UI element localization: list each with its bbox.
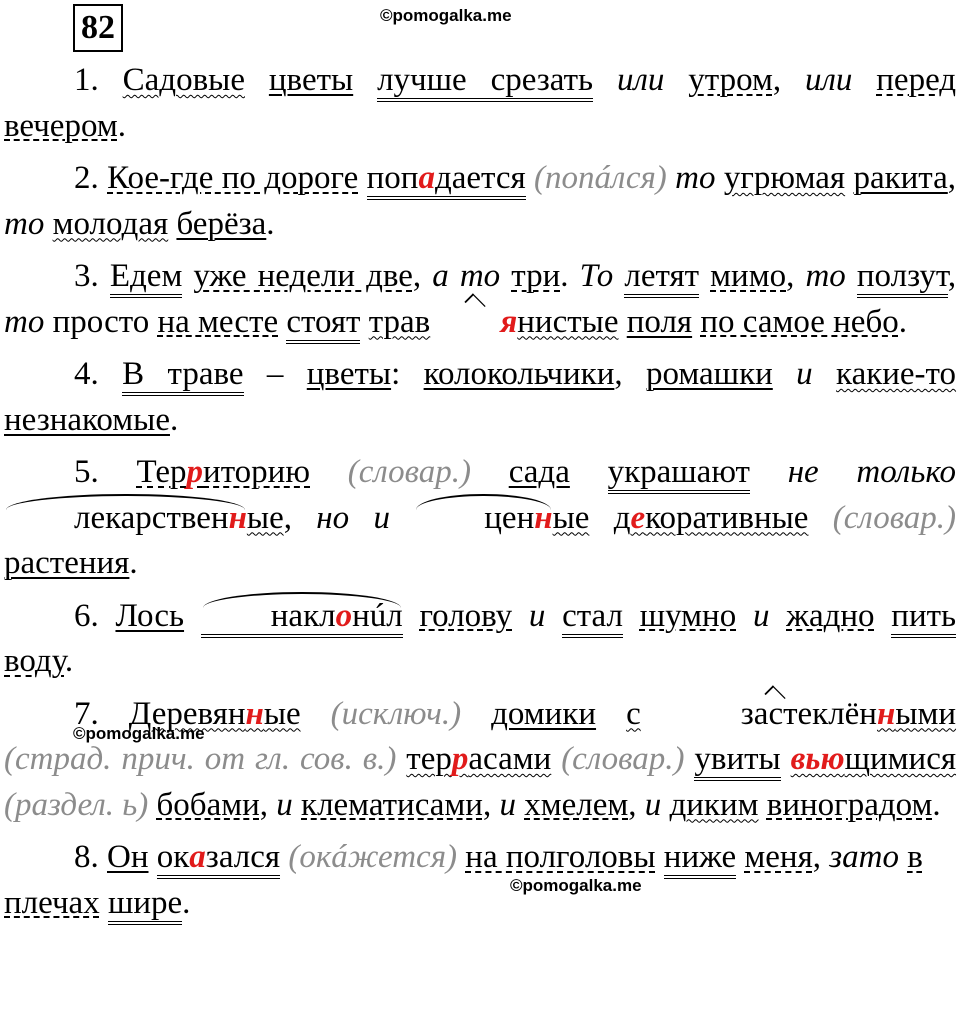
sentence-word: поля	[626, 303, 693, 340]
sentence-word: накл	[270, 597, 336, 634]
sentence-word: :	[391, 356, 401, 392]
sentence-word: ,	[812, 839, 822, 875]
sentence-word: Деревян	[128, 695, 246, 732]
sentence-2	[4, 156, 956, 247]
sentence-word: клематисами	[301, 786, 483, 823]
sentence-word: ,	[482, 786, 492, 823]
sentence-word: но и	[316, 499, 390, 536]
sentence-word: то	[675, 160, 716, 196]
sentence-word: иторию	[203, 454, 310, 490]
sentence-word: дается	[434, 160, 526, 196]
sentence-word: и	[499, 786, 516, 823]
sentence-word: 4.	[74, 356, 99, 392]
sentence-word: угрюмая	[723, 160, 846, 196]
sentence-word: на полголовы	[465, 839, 656, 875]
sentence-word: и	[752, 597, 770, 634]
sentence-word: д	[613, 499, 631, 536]
sentence-word: (словар.)	[832, 499, 957, 536]
sentence-word: ,	[283, 499, 292, 536]
sentence-6	[4, 594, 956, 685]
sentence-word: а то	[432, 258, 501, 294]
sentence-word: ыми	[895, 695, 957, 732]
sentence-word: вечером	[4, 107, 118, 144]
sentence-word: то	[4, 205, 45, 242]
sentence-word: ,	[947, 160, 957, 196]
sentence-word: е	[630, 499, 646, 536]
sentence-word: цен	[484, 499, 535, 536]
sentence-word: или	[616, 62, 665, 98]
sentence-word	[129, 696, 301, 732]
sentence-word: и	[528, 597, 546, 634]
sentence-word	[791, 741, 956, 777]
sentence-word: о	[335, 597, 353, 634]
sentence-word: (страд. прич. от гл. сов. в.)	[4, 741, 397, 777]
sentence-word: Кое-где по дороге	[107, 160, 359, 196]
sentence-word: мимо	[710, 258, 787, 294]
sentence-word: шумно	[639, 597, 737, 634]
sentence-word: асами	[468, 741, 552, 777]
sentence-word: и	[644, 786, 662, 823]
sentence-word: тер	[406, 741, 452, 777]
sentence-word: н	[534, 499, 553, 536]
sentence-8	[4, 835, 956, 926]
sentence-word: трав	[368, 303, 431, 340]
sentence-word	[136, 454, 310, 490]
sentence-word: 8.	[74, 839, 99, 875]
sentence-word: в плечах	[4, 839, 923, 921]
sentence-word: Тер	[136, 454, 187, 490]
sentence-7	[4, 692, 956, 829]
sentence-word: стоят	[286, 304, 360, 344]
sentence-word: Лось	[115, 597, 185, 634]
sentence-word: не только	[787, 454, 957, 490]
sentence-word: (попáлся)	[534, 160, 667, 196]
sentence-word: диким	[669, 786, 759, 823]
sentence-word: н	[245, 695, 264, 732]
sentence-1	[4, 58, 956, 149]
sentence-word: нистые	[517, 303, 619, 340]
sentence-word: хмелем	[524, 786, 629, 823]
watermark-top: ©pomogalka.me	[380, 6, 512, 25]
sentence-word: р	[451, 741, 469, 777]
sentence-word: .	[932, 786, 941, 823]
sentence-word: цветы	[306, 356, 392, 392]
sentence-5	[4, 450, 956, 587]
sentence-word	[414, 500, 589, 536]
sentence-word: 6.	[74, 597, 99, 634]
sentence-word: зато	[829, 839, 899, 875]
sentence-word	[671, 692, 877, 738]
sentence-word: .	[169, 401, 179, 438]
sentence-word: ниже	[664, 839, 736, 879]
sentence-word: поп	[366, 160, 419, 196]
sentence-word	[201, 598, 403, 638]
sentence-word: ,	[259, 786, 269, 823]
sentence-word	[414, 496, 552, 542]
sentence-word: шире	[108, 885, 182, 925]
sentence-word: 2.	[74, 160, 99, 196]
sentence-word: 3.	[74, 258, 99, 294]
sentence-word: утром	[688, 62, 773, 98]
sentence-word: а	[189, 839, 206, 875]
sentence-word: н	[228, 499, 247, 536]
sentence-word: незнакомые	[4, 401, 170, 438]
sentence-word: ,	[786, 258, 795, 294]
sentence-word	[201, 594, 403, 640]
sentence-word	[367, 160, 526, 200]
sentence-word: воду	[4, 643, 65, 679]
sentence-word: н	[876, 695, 896, 732]
sentence-word: –	[266, 356, 284, 392]
sentence-word: ракита	[853, 160, 948, 196]
sentence-word: ,	[412, 258, 422, 294]
sentence-word: .	[64, 643, 74, 679]
sentence-word: ые	[246, 499, 284, 536]
sentence-word: стал	[562, 598, 623, 638]
sentence-word: пить	[891, 598, 956, 638]
sentence-4	[4, 352, 956, 443]
sentence-word	[614, 500, 809, 536]
sentence-word: р	[186, 454, 204, 490]
sentence-word: .	[560, 258, 569, 294]
sentence-word: То	[579, 258, 614, 294]
sentence-word: 7.	[74, 695, 99, 732]
sentence-word: три	[511, 258, 561, 294]
sentence-word: молодая	[52, 205, 169, 242]
sentence-word: ,	[947, 258, 957, 294]
sentence-word: В траве	[122, 356, 243, 396]
sentence-word: 1.	[74, 62, 99, 98]
sentence-word: растения	[4, 545, 130, 581]
sentence-word	[157, 839, 280, 879]
sentence-word: меня	[744, 839, 813, 875]
sentence-word: Едем	[110, 258, 182, 298]
sentence-word: .	[266, 205, 275, 242]
sentence-word: с	[626, 695, 641, 732]
sentence-word: бобами	[156, 786, 260, 823]
exercise-number: 82	[73, 4, 123, 52]
sentence-word: лекарствен	[74, 499, 229, 536]
sentence-word: летят	[624, 258, 699, 298]
sentence-word: (раздел. ь)	[4, 786, 149, 823]
watermark-bottom: ©pomogalka.me	[510, 876, 642, 895]
sentence-word: украшают	[608, 454, 750, 494]
sentence-word: домики	[491, 695, 597, 732]
sentence-word: .	[129, 545, 138, 581]
sentence-word: голову	[419, 597, 513, 634]
sentence-word: (словар.)	[561, 741, 685, 777]
sentence-word: по самое небо	[700, 303, 899, 340]
sentence-word: какие-то	[836, 356, 957, 392]
sentence-word: 5.	[74, 454, 99, 490]
sentence-word: .	[117, 107, 126, 144]
sentence-word: сада	[508, 454, 570, 490]
sentence-word: и	[276, 786, 293, 823]
sentence-word: Он	[107, 839, 149, 875]
sentence-word: (словар.)	[347, 454, 471, 490]
sentence-word: Садовые	[122, 62, 245, 98]
sentence-word: а	[418, 160, 435, 196]
sentence-word: ые	[552, 499, 590, 536]
sentence-word: нúл	[352, 597, 403, 634]
sentence-word: жадно	[786, 597, 875, 634]
sentence-word: ,	[772, 62, 782, 98]
sentence-3	[4, 254, 956, 345]
sentence-word: просто	[52, 303, 150, 340]
sentence-word	[369, 304, 619, 340]
watermark-middle: ©pomogalka.me	[73, 724, 205, 743]
sentence-word: (исключ.)	[330, 695, 462, 732]
sentence-word: виноградом	[766, 786, 933, 823]
sentence-word: ,	[628, 786, 637, 823]
sentence-word: зался	[205, 839, 281, 875]
sentence-word	[4, 500, 284, 536]
sentence-word: перед	[876, 62, 957, 98]
sentence-word: ые	[263, 695, 301, 732]
sentence-word: я	[430, 300, 517, 346]
sentence-word: ромашки	[646, 356, 773, 392]
sentence-word	[4, 496, 247, 542]
sentence-word: ок	[156, 839, 190, 875]
sentence-word: щимися	[844, 741, 957, 777]
sentence-word: застеклён	[740, 695, 877, 732]
sentence-word: берёза	[176, 205, 267, 242]
sentence-word	[671, 696, 956, 732]
sentence-word: коративные	[645, 499, 809, 536]
sentences-list	[4, 58, 956, 933]
sentence-word: или	[804, 62, 853, 98]
sentence-word: увиты	[694, 741, 780, 781]
sentence-word: вью	[790, 741, 845, 777]
sentence-word: и	[796, 356, 813, 392]
sentence-word: цветы	[268, 62, 354, 98]
sentence-word: .	[182, 884, 191, 921]
sentence-word: колокольчики	[423, 356, 615, 392]
sentence-word: на месте	[157, 303, 279, 340]
sentence-word: ползут	[857, 258, 948, 298]
sentence-word	[406, 741, 551, 777]
sentence-word: ,	[614, 356, 623, 392]
sentence-word: лучше срезать	[377, 62, 593, 102]
sentence-word: уже недели две	[193, 258, 413, 294]
sentence-word: (окáжется)	[288, 839, 458, 875]
sentence-word: .	[898, 303, 907, 340]
sentence-word: то	[4, 303, 45, 340]
sentence-word: то	[805, 258, 846, 294]
